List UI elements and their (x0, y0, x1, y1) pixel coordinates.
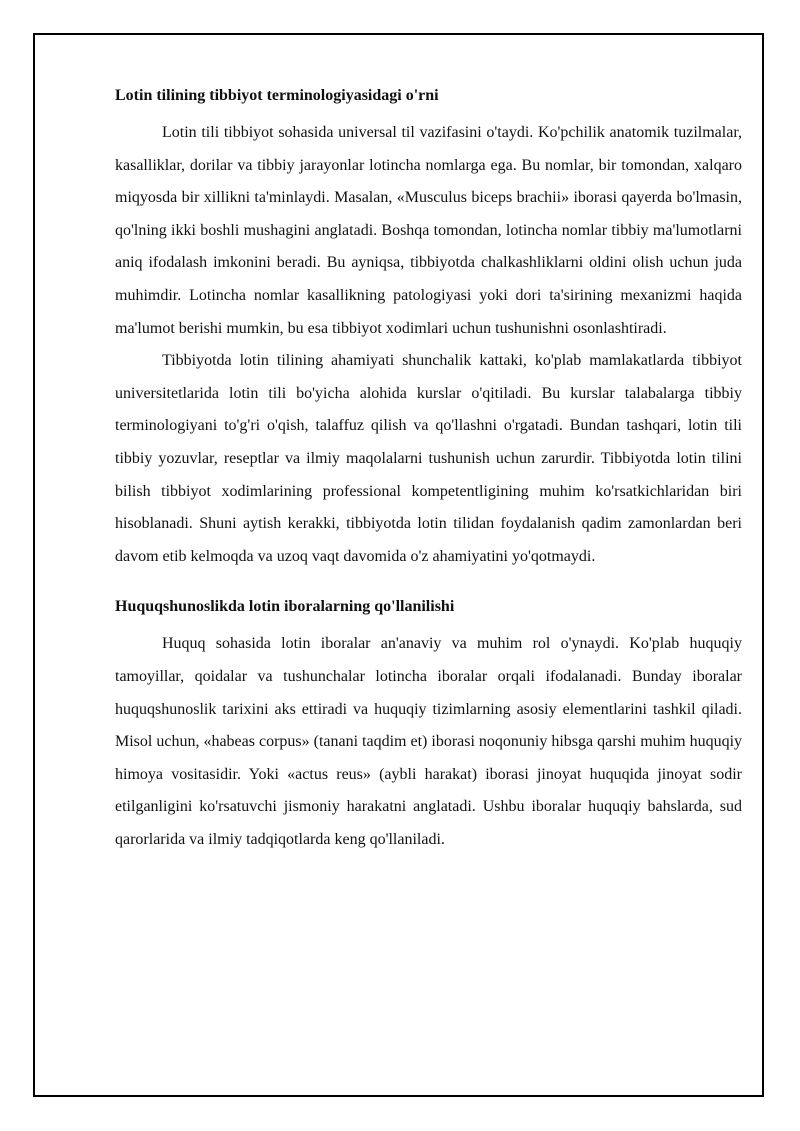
section-spacer (115, 573, 742, 596)
section-heading: Huquqshunoslikda lotin iboralarning qo'llanilishi (115, 598, 455, 616)
paragraph: Lotin tili tibbiyot sohasida universal til vazifasini o'taydi. Ko'pchilik anatomik tuzilmalar, kasalliklar, dorilar va tibbiy jarayonlar lotincha nomlarga ega. Bu nomlar, bir tomondan, xalqaro miqyosda bir xillikni ta'minlaydi. Masalan, «Musculus biceps brachii» iborasi qayerda bo'lmasin, qo'lning ikki boshli mushagini anglatadi. Boshqa tomondan, lotincha nomlar tibbiy ma'lumotlarni aniq ifodalash imkonini beradi. Bu ayniqsa, tibbiyotda chalkashliklarni oldini olish uchun juda muhimdir. Lotincha nomlar kasallikning patologiyasi yoki dori ta'sirining mexanizmi haqida ma'lumot berishi mumkin, bu esa tibbiyot xodimlari uchun tushunishni osonlashtiradi. (115, 124, 742, 337)
paragraph: Tibbiyotda lotin tilining ahamiyati shunchalik kattaki, ko'plab mamlakatlarda tibbiyot universitetlarida lotin tili bo'yicha alohida kurslar o'qitiladi. Bu kurslar talabalarga tibbiy terminologiyani to'g'ri o'qish, talaffuz qilish va qo'llashni o'rgatadi. Bundan tashqari, lotin tili tibbiy yozuvlar, reseptlar va ilmiy maqolalarni tushunish uchun zarurdir. Tibbiyotda lotin tilini bilish tibbiyot xodimlarining professional kompetentligining muhim ko'rsatkichlaridan biri hisoblanadi. Shuni aytish kerakki, tibbiyotda lotin tilidan foydalanish qadim zamonlardan beri davom etib kelmoqda va uzoq vaqt davomida o'z ahamiyatini yo'qotmaydi. (115, 352, 742, 565)
section-heading: Lotin tilining tibbiyot terminologiyasidagi o'rni (115, 87, 439, 104)
paragraph: Huquq sohasida lotin iboralar an'anaviy va muhim rol o'ynaydi. Ko'plab huquqiy tamoyillar, qoidalar va tushunchalar lotincha iboralar orqali ifodalanadi. Bunday iboralar huquqshunoslik tarixini aks ettiradi va huquqiy tizimlarning asosiy elementlarini tashkil qiladi. Misol uchun, «habeas corpus» (tanani taqdim et) iborasi noqonuniy hibsga qarshi muhim huquqiy himoya vositasidir. Yoki «actus reus» (aybli harakat) iborasi jinoyat huquqida jinoyat sodir etilganligini ko'rsatuvchi jismoniy harakatni anglatadi. Ushbu iboralar huquqiy bahslarda, sud qarorlarida va ilmiy tadqiqotlarda keng qo'llaniladi. (115, 635, 743, 848)
document-body (115, 85, 742, 856)
